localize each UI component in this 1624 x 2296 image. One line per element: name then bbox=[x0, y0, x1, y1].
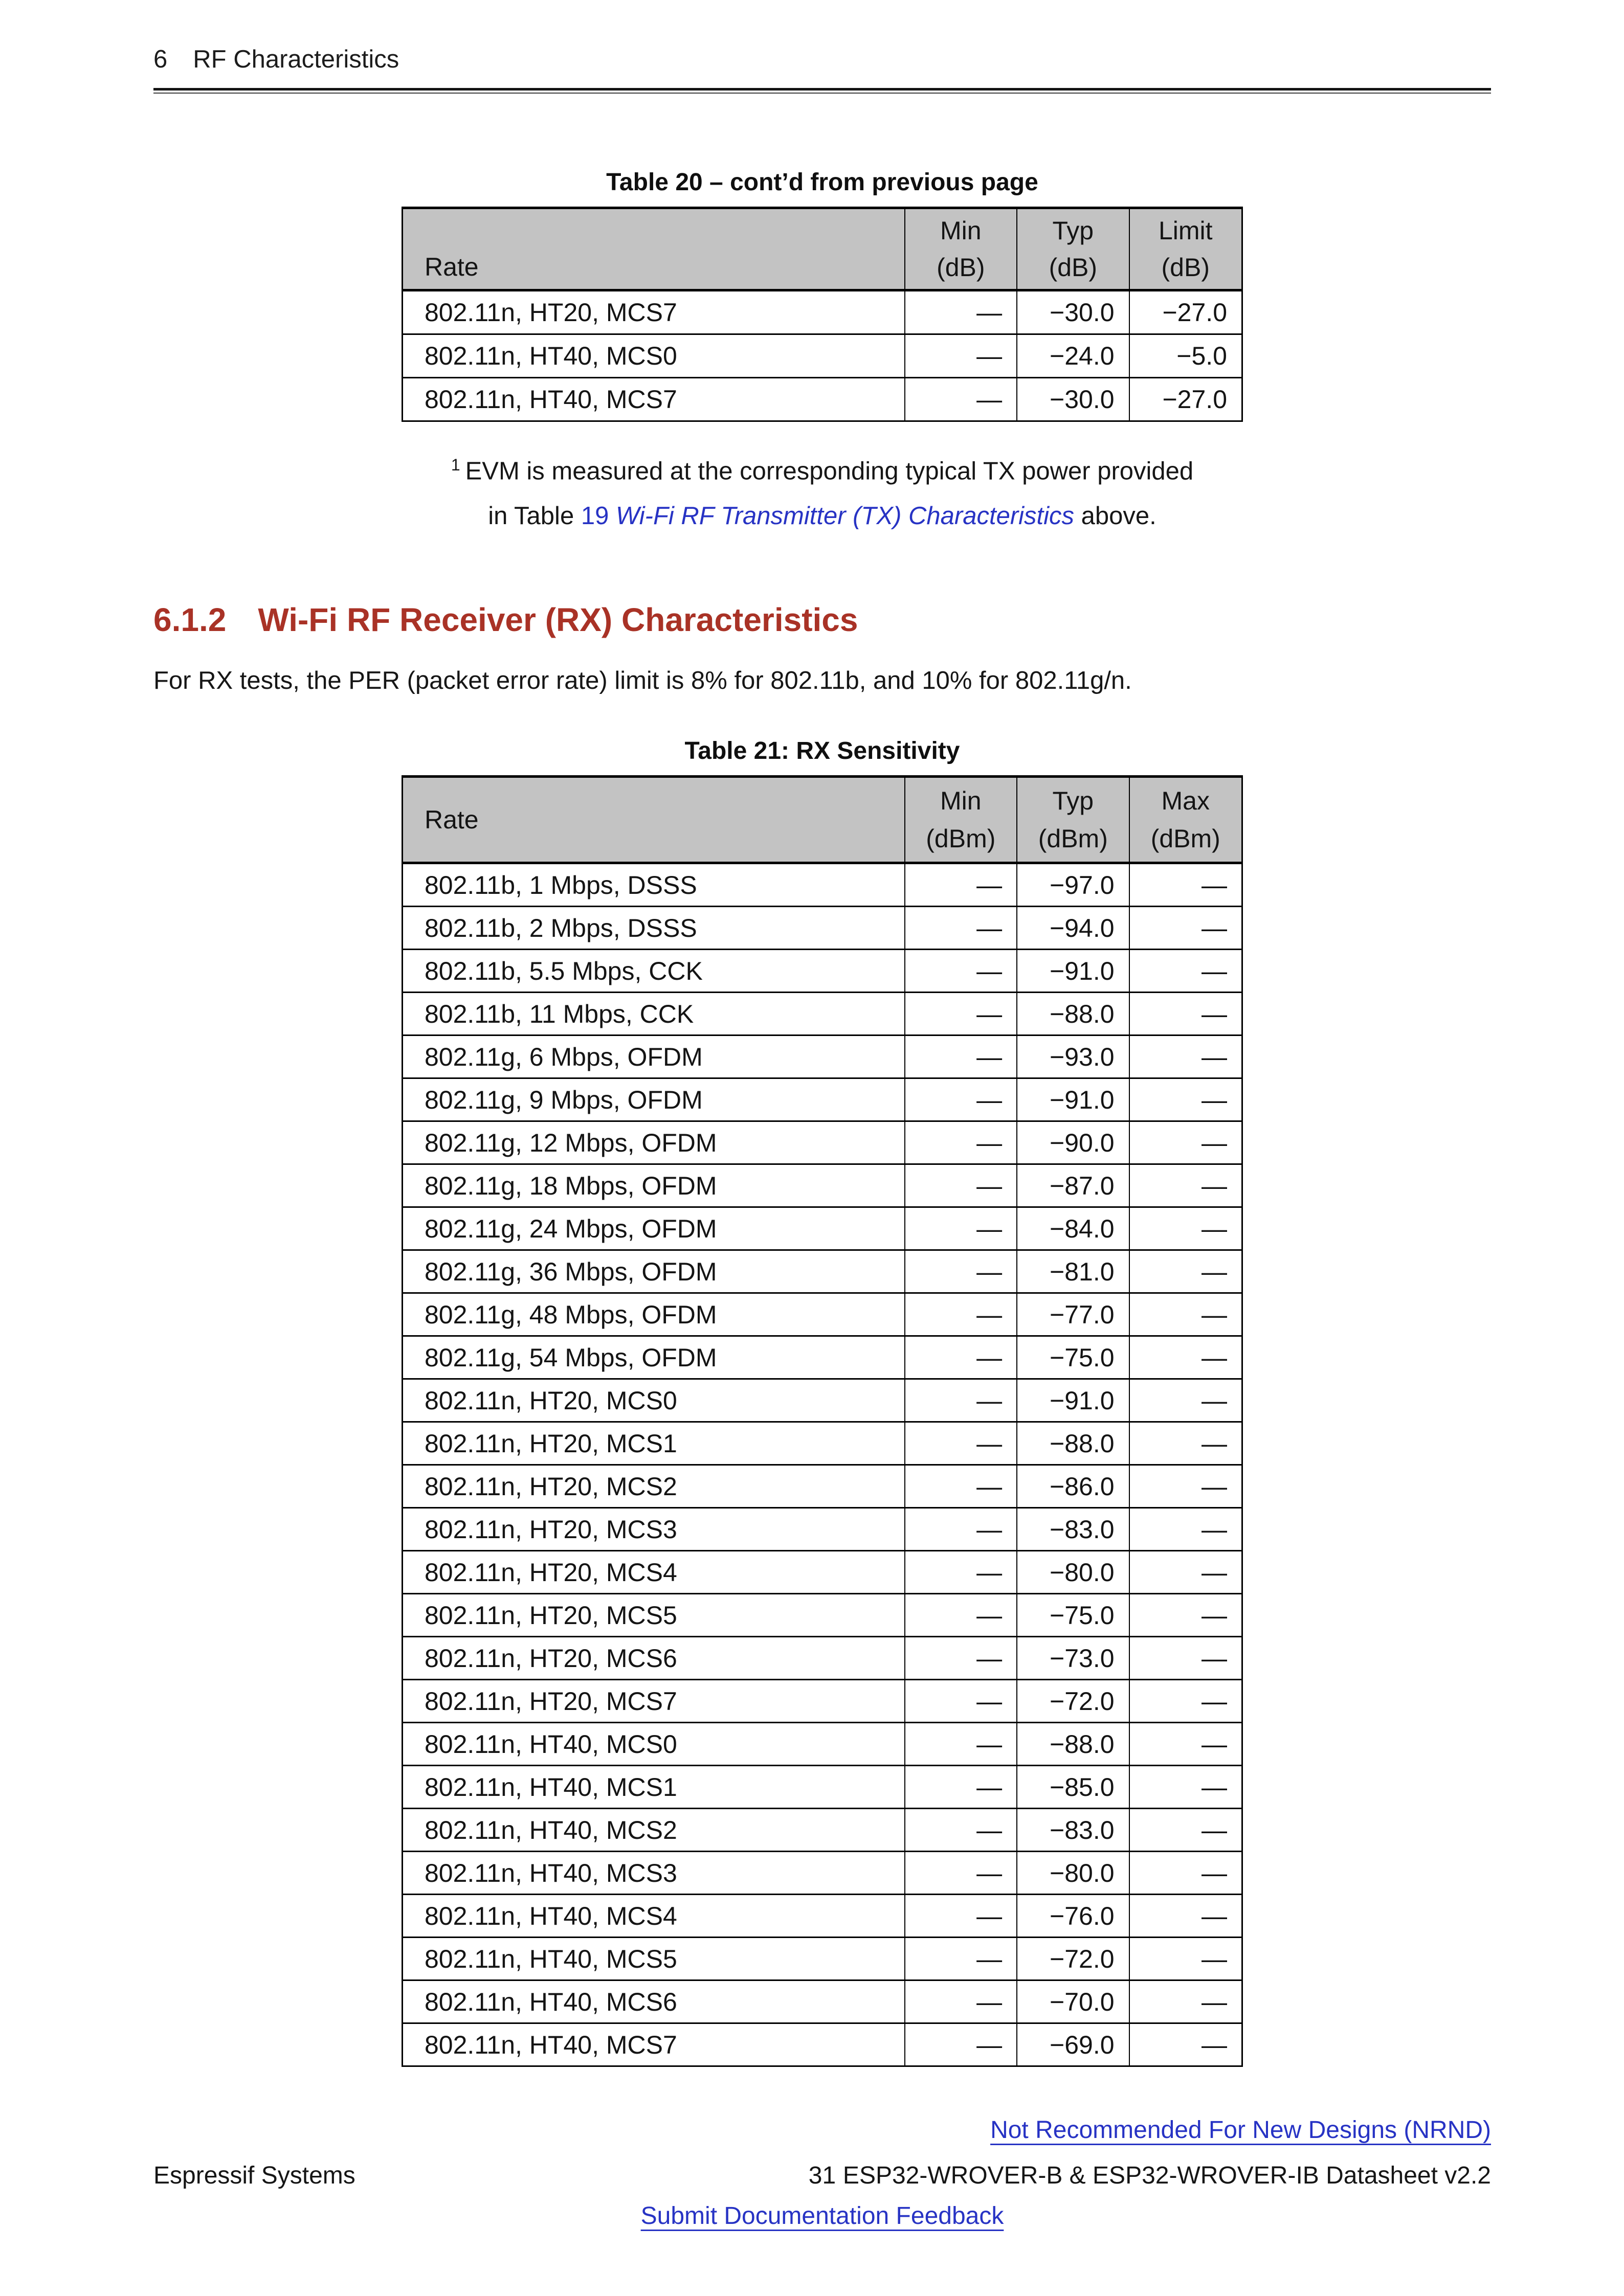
rate-cell: 802.11n, HT40, MCS6 bbox=[425, 1987, 677, 2016]
rate-cell: 802.11n, HT40, MCS7 bbox=[425, 2030, 677, 2059]
min-cell: — bbox=[904, 907, 1016, 949]
rate-cell: 802.11n, HT20, MCS1 bbox=[425, 1429, 677, 1458]
table21 bbox=[402, 775, 1243, 2067]
max-cell: — bbox=[1129, 1938, 1241, 1979]
running-head bbox=[153, 45, 1491, 74]
rate-cell: 802.11n, HT40, MCS0 bbox=[425, 1729, 677, 1759]
table20-header-limit: Limit (dB) bbox=[1129, 209, 1241, 289]
typ-cell: −94.0 bbox=[1016, 907, 1128, 949]
min-cell: — bbox=[904, 2024, 1016, 2065]
typ-cell: −90.0 bbox=[1016, 1122, 1128, 1163]
typ-cell: −80.0 bbox=[1016, 1852, 1128, 1894]
min-cell: — bbox=[904, 335, 1016, 377]
table21-body bbox=[403, 864, 1241, 2065]
rate-cell: 802.11n, HT40, MCS3 bbox=[425, 1858, 677, 1887]
table-row bbox=[403, 291, 1241, 333]
table-row bbox=[403, 1979, 1241, 2022]
min-cell: — bbox=[904, 993, 1016, 1034]
min-cell: — bbox=[904, 1723, 1016, 1765]
typ-cell: −69.0 bbox=[1016, 2024, 1128, 2065]
max-cell: — bbox=[1129, 907, 1241, 949]
rate-cell: 802.11n, HT20, MCS5 bbox=[425, 1601, 677, 1630]
max-cell: — bbox=[1129, 1079, 1241, 1120]
min-cell: — bbox=[904, 1809, 1016, 1851]
running-head-section-number: 6 bbox=[153, 46, 168, 73]
table20 bbox=[402, 207, 1243, 422]
typ-cell: −72.0 bbox=[1016, 1680, 1128, 1722]
rate-cell: 802.11n, HT20, MCS4 bbox=[425, 1558, 677, 1587]
max-cell: — bbox=[1129, 1122, 1241, 1163]
max-cell: — bbox=[1129, 1208, 1241, 1249]
footnote-line-1: $^1$ EVM is measured at the corresponding typical TX power provided bbox=[451, 456, 1194, 485]
typ-cell: −86.0 bbox=[1016, 1466, 1128, 1507]
footer-page-number: 31 bbox=[808, 2162, 836, 2190]
max-cell: — bbox=[1129, 1723, 1241, 1765]
rate-cell: 802.11b, 1 Mbps, DSSS bbox=[425, 870, 697, 899]
min-cell: — bbox=[904, 1122, 1016, 1163]
min-cell: — bbox=[904, 1466, 1016, 1507]
typ-cell: −30.0 bbox=[1016, 378, 1128, 420]
rate-cell: 802.11n, HT20, MCS0 bbox=[425, 1386, 677, 1415]
rate-cell: 802.11g, 24 Mbps, OFDM bbox=[425, 1214, 717, 1243]
rate-cell: 802.11g, 18 Mbps, OFDM bbox=[425, 1171, 717, 1200]
min-cell: — bbox=[904, 1294, 1016, 1335]
table20-body bbox=[403, 291, 1241, 420]
rate-cell: 802.11n, HT20, MCS7 bbox=[425, 298, 677, 327]
min-cell: — bbox=[904, 1509, 1016, 1550]
rate-cell: 802.11n, HT20, MCS2 bbox=[425, 1472, 677, 1501]
rate-cell: 802.11g, 48 Mbps, OFDM bbox=[425, 1300, 717, 1329]
min-cell: — bbox=[904, 1680, 1016, 1722]
typ-cell: −91.0 bbox=[1016, 1079, 1128, 1120]
table-row bbox=[403, 1937, 1241, 1979]
min-cell: — bbox=[904, 1594, 1016, 1636]
typ-cell: −24.0 bbox=[1016, 335, 1128, 377]
table-row bbox=[403, 906, 1241, 949]
max-cell: — bbox=[1129, 1380, 1241, 1421]
table-row bbox=[403, 1722, 1241, 1765]
table-row bbox=[403, 1464, 1241, 1507]
max-cell: — bbox=[1129, 2024, 1241, 2065]
min-cell: — bbox=[904, 1938, 1016, 1979]
table-row bbox=[403, 1894, 1241, 1937]
running-head-section-title: RF Characteristics bbox=[193, 46, 399, 73]
typ-cell: −83.0 bbox=[1016, 1509, 1128, 1550]
rate-cell: 802.11n, HT20, MCS3 bbox=[425, 1515, 677, 1544]
table21-header-row bbox=[403, 778, 1241, 864]
feedback-row bbox=[153, 2202, 1491, 2230]
table-row bbox=[403, 2022, 1241, 2065]
table-row bbox=[403, 1378, 1241, 1421]
nrnd-link[interactable]: Not Recommended For New Designs (NRND) bbox=[990, 2117, 1491, 2144]
rate-cell: 802.11b, 11 Mbps, CCK bbox=[425, 999, 694, 1028]
section-number: 6.1.2 bbox=[153, 601, 227, 639]
min-cell: — bbox=[904, 864, 1016, 906]
typ-cell: −97.0 bbox=[1016, 864, 1128, 906]
table-row bbox=[403, 1335, 1241, 1378]
min-cell: — bbox=[904, 1637, 1016, 1679]
typ-cell: −70.0 bbox=[1016, 1981, 1128, 2022]
table-row bbox=[403, 1679, 1241, 1722]
rate-cell: 802.11b, 5.5 Mbps, CCK bbox=[425, 956, 703, 985]
typ-cell: −81.0 bbox=[1016, 1251, 1128, 1292]
typ-cell: −83.0 bbox=[1016, 1809, 1128, 1851]
table-row bbox=[403, 992, 1241, 1034]
typ-cell: −88.0 bbox=[1016, 1423, 1128, 1464]
max-cell: — bbox=[1129, 1852, 1241, 1894]
limit-cell: −27.0 bbox=[1129, 378, 1241, 420]
table-row bbox=[403, 1077, 1241, 1120]
max-cell: — bbox=[1129, 1251, 1241, 1292]
typ-cell: −88.0 bbox=[1016, 993, 1128, 1034]
header-rule bbox=[153, 88, 1491, 94]
limit-cell: −5.0 bbox=[1129, 335, 1241, 377]
footer-columns bbox=[153, 2162, 1491, 2190]
rate-cell: 802.11b, 2 Mbps, DSSS bbox=[425, 913, 697, 942]
footnote-line-2: in Table 19 Wi-Fi RF Transmitter (TX) Characteristics above. bbox=[488, 502, 1156, 530]
min-cell: — bbox=[904, 1423, 1016, 1464]
typ-cell: −91.0 bbox=[1016, 1380, 1128, 1421]
min-cell: — bbox=[904, 1895, 1016, 1937]
table-row bbox=[403, 1249, 1241, 1292]
typ-cell: −76.0 bbox=[1016, 1895, 1128, 1937]
table-row bbox=[403, 1593, 1241, 1636]
rate-cell: 802.11n, HT40, MCS5 bbox=[425, 1944, 677, 1973]
table-row bbox=[403, 1851, 1241, 1894]
table-row bbox=[403, 1550, 1241, 1593]
rate-cell: 802.11n, HT40, MCS1 bbox=[425, 1772, 677, 1802]
min-cell: — bbox=[904, 1380, 1016, 1421]
max-cell: — bbox=[1129, 1036, 1241, 1077]
typ-cell: −30.0 bbox=[1016, 291, 1128, 333]
table-19-link[interactable]: 19 Wi-Fi RF Transmitter (TX) Characteristics bbox=[581, 502, 1075, 530]
table-row bbox=[403, 1163, 1241, 1206]
table20-header-rate: Rate bbox=[425, 253, 479, 281]
min-cell: — bbox=[904, 1079, 1016, 1120]
table-row bbox=[403, 1808, 1241, 1851]
min-cell: — bbox=[904, 1852, 1016, 1894]
rate-cell: 802.11n, HT40, MCS7 bbox=[425, 385, 677, 414]
header-rule-thin-line bbox=[153, 93, 1491, 94]
table21-header-max: Max (dBm) bbox=[1129, 778, 1241, 862]
max-cell: — bbox=[1129, 1637, 1241, 1679]
max-cell: — bbox=[1129, 1766, 1241, 1808]
intro-paragraph: For RX tests, the PER (packet error rate) limit is 8% for 802.11b, and 10% for 802.11g/n. bbox=[153, 667, 1132, 695]
max-cell: — bbox=[1129, 950, 1241, 992]
rate-cell: 802.11g, 12 Mbps, OFDM bbox=[425, 1128, 717, 1157]
table-row bbox=[403, 1507, 1241, 1550]
max-cell: — bbox=[1129, 1680, 1241, 1722]
max-cell: — bbox=[1129, 1294, 1241, 1335]
min-cell: — bbox=[904, 1981, 1016, 2022]
max-cell: — bbox=[1129, 993, 1241, 1034]
table20-caption: Table 20 – cont’d from previous page bbox=[606, 169, 1038, 196]
table-row bbox=[403, 377, 1241, 420]
submit-documentation-feedback-link[interactable]: Submit Documentation Feedback bbox=[640, 2202, 1004, 2230]
table21-header-typ: Typ (dBm) bbox=[1016, 778, 1128, 862]
min-cell: — bbox=[904, 950, 1016, 992]
rate-cell: 802.11g, 54 Mbps, OFDM bbox=[425, 1343, 717, 1372]
rate-cell: 802.11n, HT20, MCS6 bbox=[425, 1644, 677, 1673]
min-cell: — bbox=[904, 291, 1016, 333]
table-row bbox=[403, 1034, 1241, 1077]
max-cell: — bbox=[1129, 1337, 1241, 1378]
table21-header-rate: Rate bbox=[425, 805, 479, 835]
typ-cell: −77.0 bbox=[1016, 1294, 1128, 1335]
min-cell: — bbox=[904, 1208, 1016, 1249]
table-row bbox=[403, 1206, 1241, 1249]
max-cell: — bbox=[1129, 1466, 1241, 1507]
min-cell: — bbox=[904, 378, 1016, 420]
max-cell: — bbox=[1129, 1594, 1241, 1636]
typ-cell: −72.0 bbox=[1016, 1938, 1128, 1979]
typ-cell: −75.0 bbox=[1016, 1594, 1128, 1636]
table-row bbox=[403, 1421, 1241, 1464]
rate-cell: 802.11g, 9 Mbps, OFDM bbox=[425, 1085, 703, 1114]
page-footer bbox=[153, 2116, 1491, 2230]
footer-company: Espressif Systems bbox=[153, 2162, 355, 2190]
table-row bbox=[403, 333, 1241, 377]
table21-caption: Table 21: RX Sensitivity bbox=[684, 737, 960, 765]
limit-cell: −27.0 bbox=[1129, 291, 1241, 333]
max-cell: — bbox=[1129, 1981, 1241, 2022]
table-row bbox=[403, 1292, 1241, 1335]
min-cell: — bbox=[904, 1036, 1016, 1077]
table-row bbox=[403, 949, 1241, 992]
max-cell: — bbox=[1129, 1551, 1241, 1593]
rate-cell: 802.11g, 6 Mbps, OFDM bbox=[425, 1042, 703, 1071]
footnote-marker: 1 bbox=[451, 456, 460, 474]
typ-cell: −88.0 bbox=[1016, 1723, 1128, 1765]
max-cell: — bbox=[1129, 1895, 1241, 1937]
nrnd-row bbox=[153, 2116, 1491, 2144]
rate-cell: 802.11g, 36 Mbps, OFDM bbox=[425, 1257, 717, 1286]
max-cell: — bbox=[1129, 1809, 1241, 1851]
typ-cell: −93.0 bbox=[1016, 1036, 1128, 1077]
rate-cell: 802.11n, HT40, MCS4 bbox=[425, 1901, 677, 1930]
typ-cell: −80.0 bbox=[1016, 1551, 1128, 1593]
table-row bbox=[403, 864, 1241, 906]
max-cell: — bbox=[1129, 1509, 1241, 1550]
min-cell: — bbox=[904, 1551, 1016, 1593]
typ-cell: −87.0 bbox=[1016, 1165, 1128, 1206]
rate-cell: 802.11n, HT40, MCS2 bbox=[425, 1815, 677, 1844]
table-row bbox=[403, 1765, 1241, 1808]
section-heading bbox=[153, 601, 1491, 639]
min-cell: — bbox=[904, 1251, 1016, 1292]
typ-cell: −85.0 bbox=[1016, 1766, 1128, 1808]
min-cell: — bbox=[904, 1165, 1016, 1206]
max-cell: — bbox=[1129, 864, 1241, 906]
table20-header-min: Min (dB) bbox=[904, 209, 1016, 289]
table-row bbox=[403, 1120, 1241, 1163]
rate-cell: 802.11n, HT20, MCS7 bbox=[425, 1686, 677, 1716]
section-title: Wi-Fi RF Receiver (RX) Characteristics bbox=[258, 601, 858, 639]
typ-cell: −73.0 bbox=[1016, 1637, 1128, 1679]
table20-footnote bbox=[388, 442, 1257, 538]
typ-cell: −91.0 bbox=[1016, 950, 1128, 992]
footer-doc-title: ESP32-WROVER-B & ESP32-WROVER-IB Datasheet v2.2 bbox=[842, 2162, 1491, 2190]
min-cell: — bbox=[904, 1337, 1016, 1378]
table-row bbox=[403, 1636, 1241, 1679]
table20-header-row bbox=[403, 209, 1241, 291]
typ-cell: −75.0 bbox=[1016, 1337, 1128, 1378]
table21-header-min: Min (dBm) bbox=[904, 778, 1016, 862]
min-cell: — bbox=[904, 1766, 1016, 1808]
table20-header-typ: Typ (dB) bbox=[1016, 209, 1128, 289]
typ-cell: −84.0 bbox=[1016, 1208, 1128, 1249]
max-cell: — bbox=[1129, 1423, 1241, 1464]
rate-cell: 802.11n, HT40, MCS0 bbox=[425, 342, 677, 370]
max-cell: — bbox=[1129, 1165, 1241, 1206]
